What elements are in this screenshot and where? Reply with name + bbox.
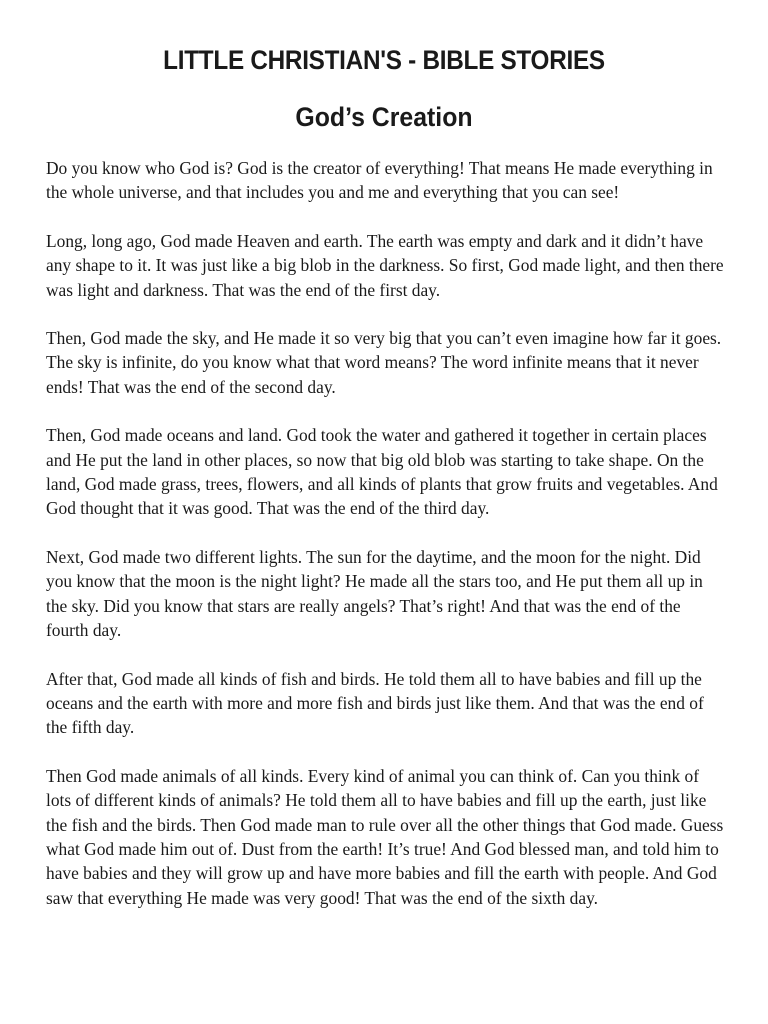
- story-body: [46, 156, 726, 934]
- paragraph-4: Then, God made oceans and land. God took the water and gathered it together in certain places and He put the land in other places, so now that big old blob was starting to take shape. On the land, God made grass, trees, flowers, and all kinds of plants that grow fruits and vegetables. And God thought that it was good. That was the end of the third day.: [46, 425, 718, 519]
- series-title: LITTLE CHRISTIAN'S - BIBLE STORIES: [163, 45, 605, 75]
- paragraph-6: After that, God made all kinds of fish and birds. He told them all to have babies and fill up the oceans and the earth with more and more fish and birds just like them. And that was the end of the fifth day.: [46, 668, 704, 738]
- paragraph-7: Then God made animals of all kinds. Every kind of animal you can think of. Can you think of lots of different kinds of animals? He told them all to have babies and fill up the earth, just like the fish and the birds. Then God made man to rule over all the other things that God made. Guess what God made him out of. Dust from the earth! It’s true! And God blessed man, and told him to have babies and they will grow up and have more babies and fill the earth with people. And God saw that everything He made was very good! That was the end of the sixth day.: [46, 765, 724, 908]
- paragraph-1: Do you know who God is? God is the creator of everything! That means He made everything in the whole universe, and that includes you and me and everything that you can see!: [46, 158, 713, 203]
- paragraph-5: Next, God made two different lights. The sun for the daytime, and the moon for the night. Did you know that the moon is the night light? He made all the stars too, and He put them all up in the sky. Did you know that stars are really angels? That’s right! And that was the end of the fourth day.: [46, 546, 703, 641]
- paragraph-3: Then, God made the sky, and He made it so very big that you can’t even imagine how far it goes. The sky is infinite, do you know what that word means? The word infinite means that it never ends! That was the end of the second day.: [46, 328, 722, 397]
- story-title: God’s Creation: [295, 102, 473, 132]
- paragraph-2: Long, long ago, God made Heaven and earth. The earth was empty and dark and it didn’t have any shape to it. It was just like a big blob in the darkness. So first, God made light, and then there was light and darkness. That was the end of the first day.: [46, 230, 724, 300]
